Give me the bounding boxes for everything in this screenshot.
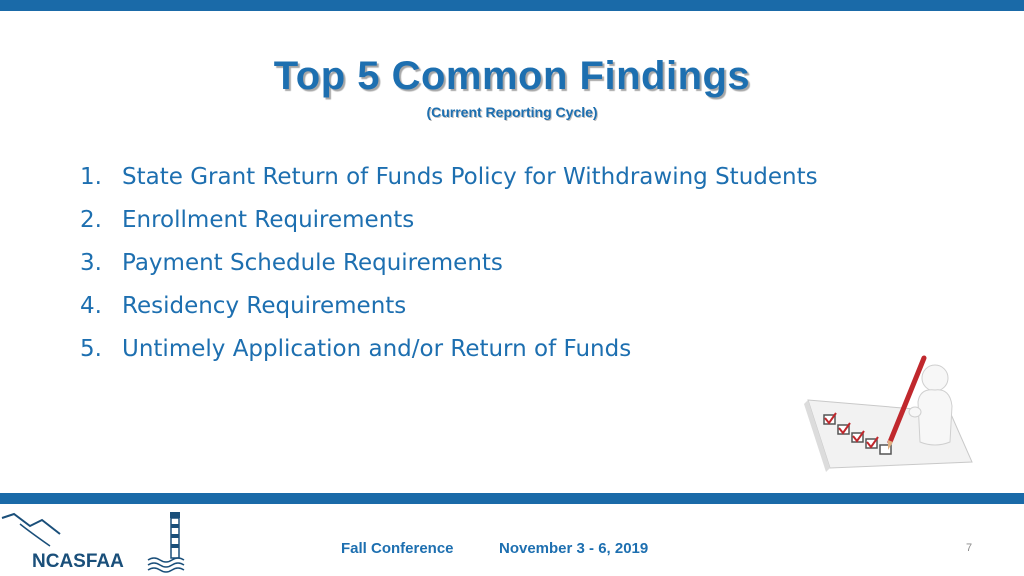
finding-text: State Grant Return of Funds Policy for Withdrawing Students bbox=[122, 163, 818, 190]
finding-number: 3. bbox=[80, 249, 102, 276]
logo-text: NCASFAA bbox=[32, 551, 124, 572]
slide-title: Top 5 Common Findings bbox=[273, 54, 751, 98]
findings-list bbox=[80, 155, 940, 370]
top-accent-bar bbox=[0, 0, 1024, 11]
finding-text: Untimely Application and/or Return of Funds bbox=[122, 335, 632, 362]
slide-subtitle: (Current Reporting Cycle) bbox=[426, 104, 598, 120]
finding-text: Payment Schedule Requirements bbox=[122, 249, 503, 276]
finding-item bbox=[80, 155, 940, 198]
finding-number: 1. bbox=[80, 163, 102, 190]
finding-item bbox=[80, 241, 940, 284]
finding-number: 2. bbox=[80, 206, 102, 233]
page-number: 7 bbox=[966, 542, 973, 554]
finding-number: 4. bbox=[80, 292, 102, 319]
checklist-figure-icon bbox=[800, 350, 980, 480]
bottom-accent-bar bbox=[0, 493, 1024, 504]
finding-text: Residency Requirements bbox=[122, 292, 407, 319]
finding-item bbox=[80, 198, 940, 241]
finding-item bbox=[80, 284, 940, 327]
footer-dates: November 3 - 6, 2019 bbox=[499, 540, 649, 557]
footer-conference: Fall Conference bbox=[341, 540, 454, 557]
lighthouse-logo-icon bbox=[0, 506, 200, 576]
finding-text: Enrollment Requirements bbox=[122, 206, 415, 233]
finding-number: 5. bbox=[80, 335, 102, 362]
